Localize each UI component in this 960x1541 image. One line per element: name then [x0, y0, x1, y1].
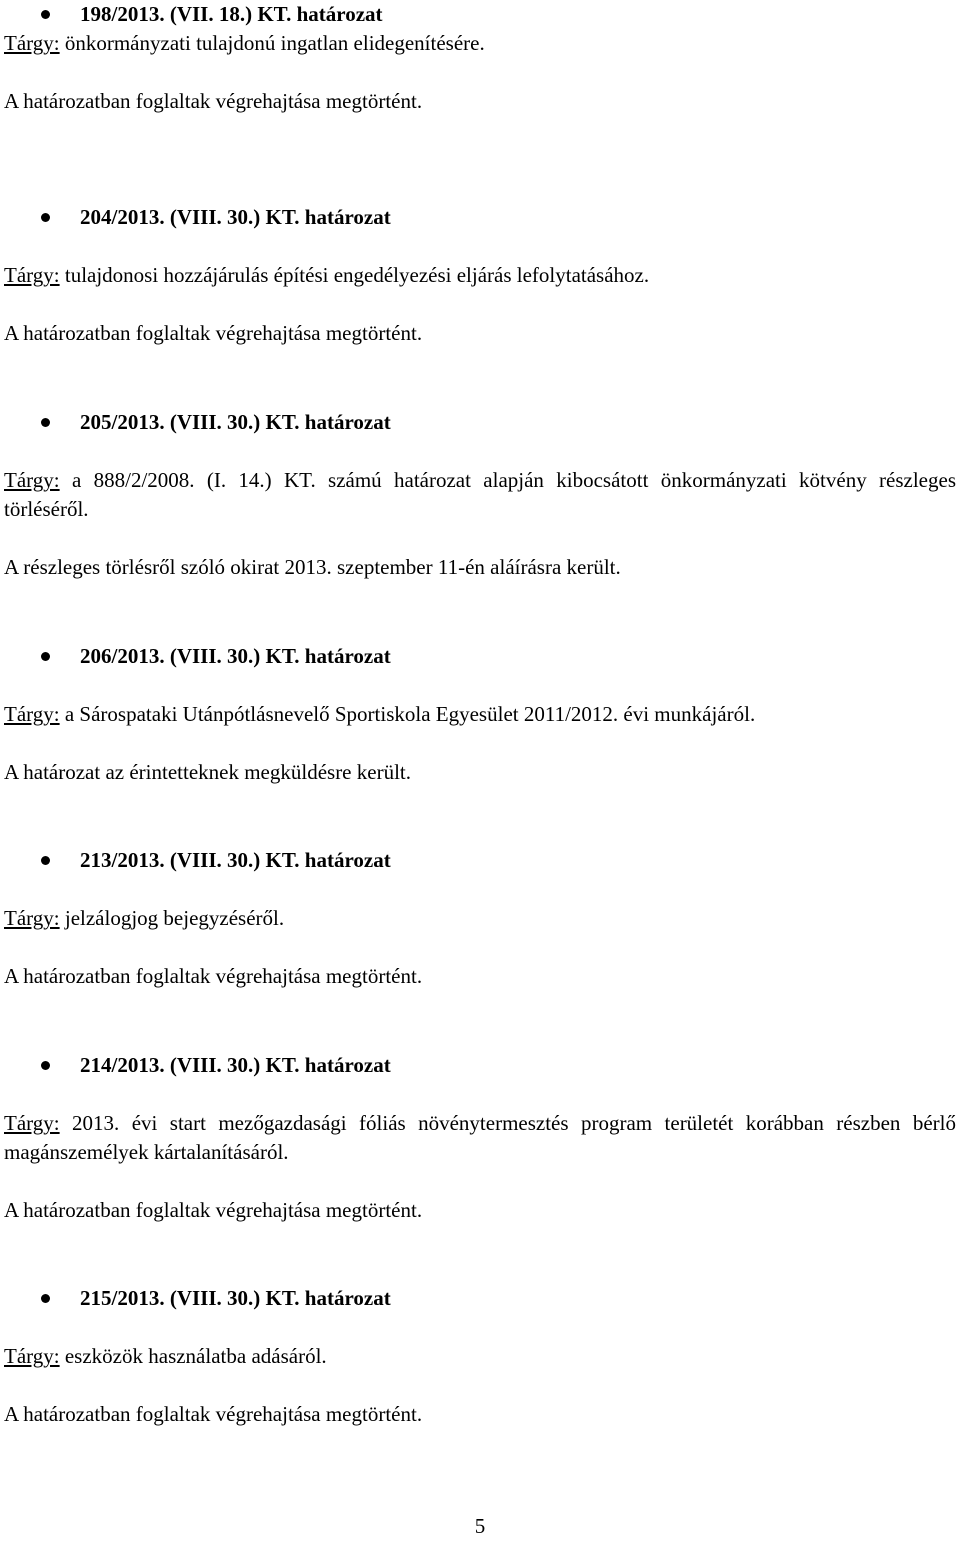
bullet-icon: [41, 418, 50, 427]
resolution-heading: [4, 0, 956, 29]
subject-text: önkormányzati tulajdonú ingatlan elidegenítésére.: [64, 31, 485, 55]
resolution-status: A határozatban foglaltak végrehajtása megtörtént.: [4, 964, 423, 988]
bullet-icon: [41, 1294, 50, 1303]
subject-label: Tárgy:: [4, 702, 60, 726]
resolution-heading-text: 215/2013. (VIII. 30.) KT. határozat: [80, 1286, 391, 1310]
resolution-heading: [4, 203, 956, 232]
resolution-subject: [4, 1109, 956, 1167]
resolution-heading-text: 214/2013. (VIII. 30.) KT. határozat: [80, 1053, 391, 1077]
bullet-icon: [41, 10, 50, 19]
resolution-status: A határozatban foglaltak végrehajtása megtörtént.: [4, 1198, 423, 1222]
resolution-subject: [4, 466, 956, 524]
subject-label: Tárgy:: [4, 31, 60, 55]
resolution-heading-text: 213/2013. (VIII. 30.) KT. határozat: [80, 848, 391, 872]
resolution-heading: [4, 1284, 956, 1313]
subject-text: tulajdonosi hozzájárulás építési engedélyezési eljárás lefolytatásához.: [64, 263, 650, 287]
resolution-entry: [4, 846, 956, 991]
bullet-icon: [41, 1061, 50, 1070]
resolution-subject: [4, 29, 956, 58]
resolution-status: A határozatban foglaltak végrehajtása megtörtént.: [4, 1402, 423, 1426]
resolution-status: A határozatban foglaltak végrehajtása megtörtént.: [4, 321, 423, 345]
resolution-entry: [4, 1284, 956, 1429]
page-number: 5: [474, 1514, 486, 1538]
bullet-icon: [41, 652, 50, 661]
resolution-subject: [4, 261, 956, 290]
resolution-heading-text: 198/2013. (VII. 18.) KT. határozat: [80, 2, 383, 26]
bullet-icon: [41, 213, 50, 222]
resolution-entry: [4, 408, 956, 582]
resolution-subject: [4, 700, 956, 729]
resolution-status: A részleges törlésről szóló okirat 2013. szeptember 11-én aláírásra került.: [4, 555, 621, 579]
subject-label: Tárgy:: [4, 468, 60, 492]
subject-label: Tárgy:: [4, 1111, 60, 1135]
resolution-subject: [4, 1342, 956, 1371]
resolution-heading: [4, 408, 956, 437]
subject-label: Tárgy:: [4, 263, 60, 287]
subject-text: a 888/2/2008. (I. 14.) KT. számú határozat alapján kibocsátott önkormányzati kötvény részleges törléséről.: [4, 468, 956, 521]
resolution-entry: [4, 1051, 956, 1225]
resolution-heading-text: 204/2013. (VIII. 30.) KT. határozat: [80, 205, 391, 229]
resolution-heading-text: 206/2013. (VIII. 30.) KT. határozat: [80, 644, 391, 668]
subject-text: eszközök használatba adásáról.: [64, 1344, 327, 1368]
resolution-heading: [4, 642, 956, 671]
resolution-heading: [4, 1051, 956, 1080]
subject-label: Tárgy:: [4, 1344, 60, 1368]
resolution-status: A határozatban foglaltak végrehajtása megtörtént.: [4, 89, 423, 113]
resolution-status: A határozat az érintetteknek megküldésre került.: [4, 760, 411, 784]
resolution-entry: [4, 642, 956, 787]
resolution-entry: [4, 0, 956, 116]
resolution-subject: [4, 904, 956, 933]
subject-text: 2013. évi start mezőgazdasági fóliás növénytermesztés program területét korábban részben bérlő magánszemélyek kártalanításáról.: [4, 1111, 956, 1164]
resolution-heading: [4, 846, 956, 875]
bullet-icon: [41, 856, 50, 865]
resolution-entry: [4, 203, 956, 348]
subject-text: jelzálogjog bejegyzéséről.: [64, 906, 285, 930]
subject-label: Tárgy:: [4, 906, 60, 930]
subject-text: a Sárospataki Utánpótlásnevelő Sportiskola Egyesület 2011/2012. évi munkájáról.: [64, 702, 756, 726]
resolution-heading-text: 205/2013. (VIII. 30.) KT. határozat: [80, 410, 391, 434]
